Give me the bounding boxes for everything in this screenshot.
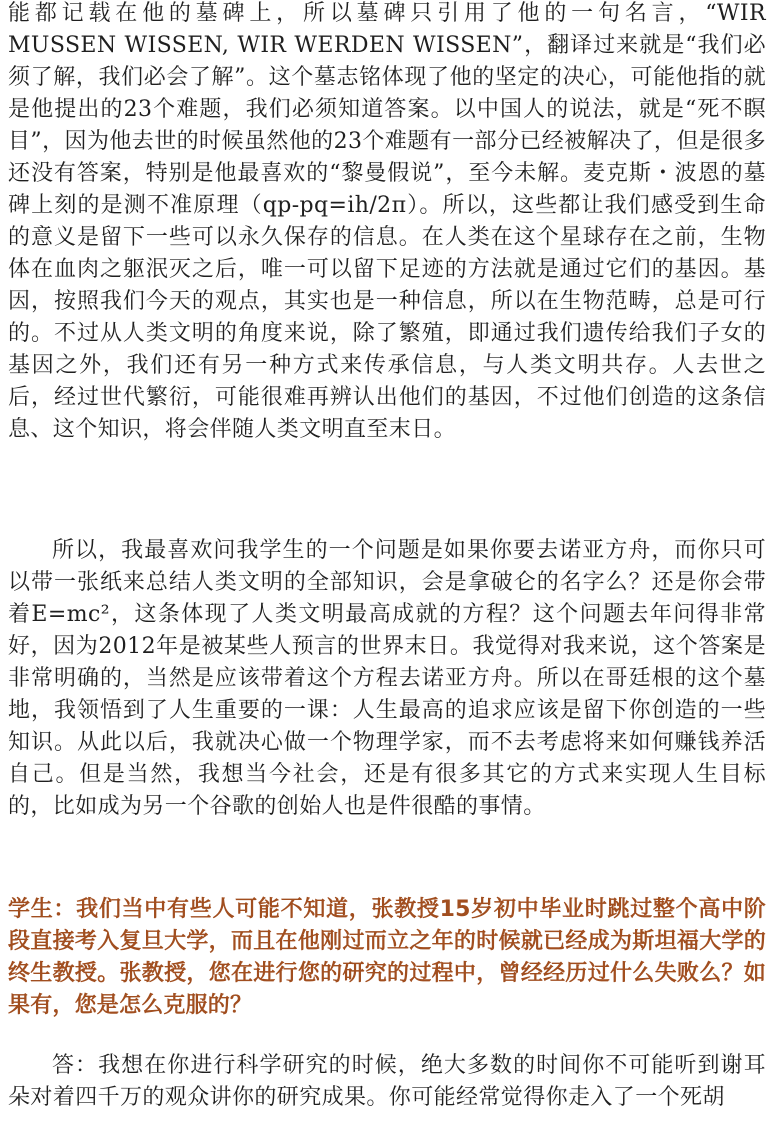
paragraph-hilbert-tombstone: 能都记载在他的墓碑上，所以墓碑只引用了他的一句名言，“WIR MUSSEN WISSEN, WIR WERDEN WISSEN”，翻译过来就是“我们必须了解，我们必会了解”。这个墓志铭体现了他的坚定的决心，可能他指的就是他提出的23个难题，我们必须知道答案。以中国人的说法，就是“死不瞑目”，因为他去世的时候虽然他的23个难题有一部分已经被解决了，但是很多还没有答案，特别是他最喜欢的“黎曼假说”，至今未解。麦克斯・波恩的墓碑上刻的是测不准原理（qp-pq=ih/2π）。所以，这些都让我们感受到生命的意义是留下一些可以永久保存的信息。在人类在这个星球存在之前，生物体在血肉之躯泯灭之后，唯一可以留下足迹的方法就是通过它们的基因。基因，按照我们今天的观点，其实也是一种信息，所以在生物范畴，总是可行的。不过从人类文明的角度来说，除了繁殖，即通过我们遗传给我们子女的基因之外，我们还有另一种方式来传承信息，与人类文明共存。人去世之后，经过世代繁衍，可能很难再辨认出他们的基因，不过他们创造的这条信息、这个知识，将会伴随人类文明直至末日。	[8, 1, 766, 442]
answer-paragraph: 答：我想在你进行科学研究的时候，绝大多数的时间你不可能听到谢耳朵对着四千万的观众讲你的研究成果。你可能经常觉得你走入了一个死胡	[8, 1053, 766, 1110]
paragraph-noahs-ark-question: 所以，我最喜欢问我学生的一个问题是如果你要去诺亚方舟，而你只可以带一张纸来总结人类文明的全部知识，会是拿破仑的名字么？还是你会带着E=mc²，这条体现了人类文明最高成就的方程？这个问题去年问得非常好，因为2012年是被某些人预言的世界末日。我觉得对我来说，这个答案是非常明确的，当然是应该带着这个方程去诺亚方舟。所以在哥廷根的这个墓地，我领悟到了人生重要的一课：人生最高的追求应该是留下你创造的一些知识。从此以后，我就决心做一个物理学家，而不去考虑将来如何赚钱养活自己。但是当然，我想当今社会，还是有很多其它的方式来实现人生目标的，比如成为另一个谷歌的创始人也是件很酷的事情。	[8, 538, 766, 819]
student-question: 学生：我们当中有些人可能不知道，张教授15岁初中毕业时跳过整个高中阶段直接考入复旦大学，而且在他刚过而立之年的时候就已经成为斯坦福大学的终生教授。张教授，您在进行您的研究的过程中，曾经经历过什么失败么？如果有，您是怎么克服的？	[8, 897, 766, 1018]
